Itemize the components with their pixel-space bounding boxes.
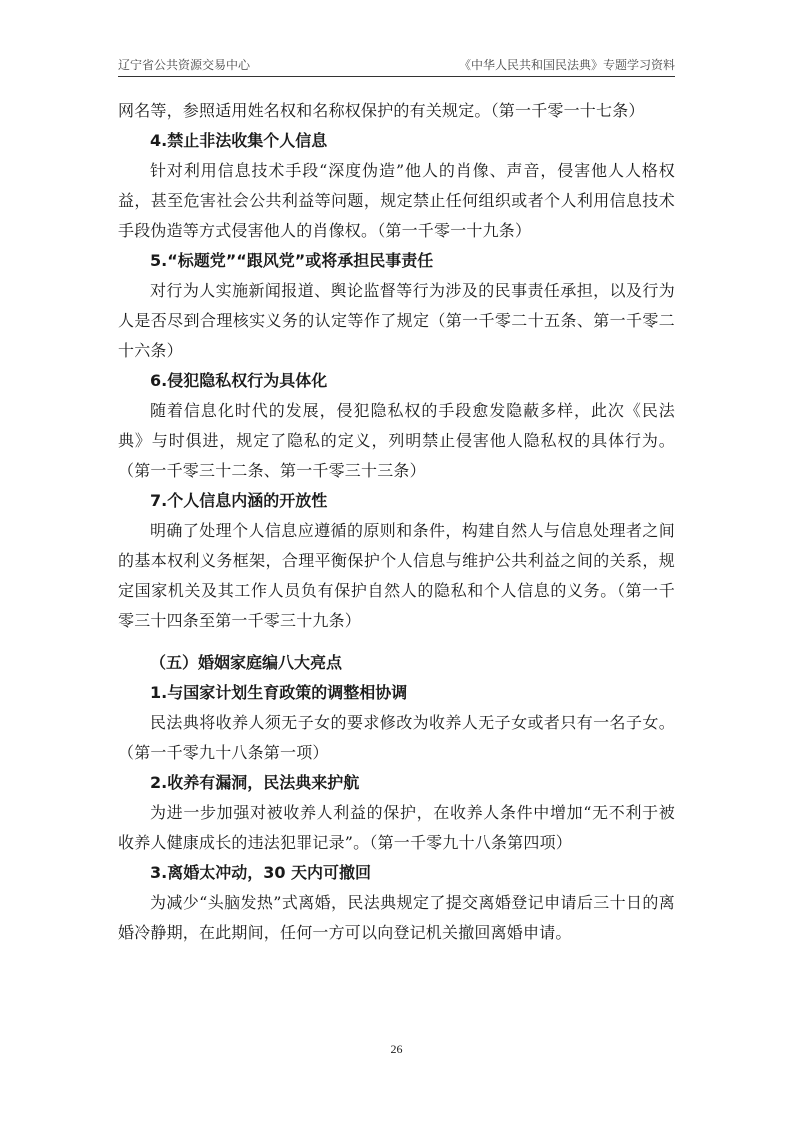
paragraph: 明确了处理个人信息应遵循的原则和条件，构建自然人与信息处理者之间的基本权利义务框架，合理平衡保护个人信息与维护公共利益之间的关系，规定国家机关及其工作人员负有保护自然人的隐私和个人信息的义务。（第一千零三十四条至第一千零三十九条） [118,521,675,630]
header-document-title: 《中华人民共和国民法典》专题学习资料 [458,58,675,72]
paragraph: 随着信息化时代的发展，侵犯隐私权的手段愈发隐蔽多样，此次《民法典》与时俱进，规定了隐私的定义，列明禁止侵害他人隐私权的具体行为。（第一千零三十二条、第一千零三十三条） [118,401,675,480]
page-number: 26 [390,1042,403,1056]
paragraph: 针对利用信息技术手段“深度伪造”他人的肖像、声音，侵害他人人格权益，甚至危害社会公共利益等问题，规定禁止任何组织或者个人利用信息技术手段伪造等方式侵害他人的肖像权。（第一千零一十九条） [118,161,675,240]
subheading: 2.收养有漏洞，民法典来护航 [150,773,360,792]
subheading: 6.侵犯隐私权行为具体化 [150,371,328,390]
section-heading: （五）婚姻家庭编八大亮点 [150,653,343,672]
paragraph: 民法典将收养人须无子女的要求修改为收养人无子女或者只有一名子女。（第一千零九十八条第一项） [118,713,675,762]
page-body [118,96,675,948]
subheading: 3.离婚太冲动，30 天内可撤回 [150,863,372,882]
subheading: 7.个人信息内涵的开放性 [150,491,328,510]
paragraph: 为减少“头脑发热”式离婚，民法典规定了提交离婚登记申请后三十日的离婚冷静期，在此期间，任何一方可以向登记机关撤回离婚申请。 [118,893,675,942]
paragraph: 为进一步加强对被收养人利益的保护，在收养人条件中增加“无不利于被收养人健康成长的违法犯罪记录”。（第一千零九十八条第四项） [118,803,675,852]
subheading: 4.禁止非法收集个人信息 [150,131,328,150]
subheading: 1.与国家计划生育政策的调整相协调 [150,683,408,702]
paragraph: 对行为人实施新闻报道、舆论监督等行为涉及的民事责任承担，以及行为人是否尽到合理核实义务的认定等作了规定（第一千零二十五条、第一千零二十六条） [118,281,675,360]
subheading: 5.“标题党”“跟风党”或将承担民事责任 [150,251,434,270]
header-organization: 辽宁省公共资源交易中心 [118,58,251,72]
page-header [118,54,675,77]
paragraph: 网名等，参照适用姓名权和名称权保护的有关规定。（第一千零一十七条） [118,101,645,120]
